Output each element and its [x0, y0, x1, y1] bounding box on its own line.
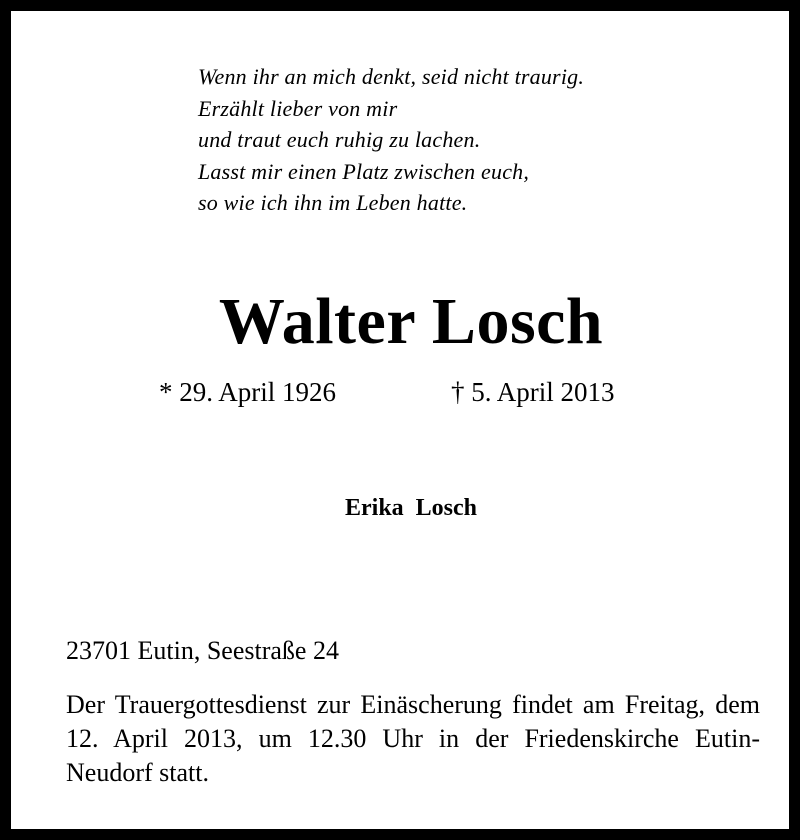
poem-line: so wie ich ihn im Leben hatte.	[198, 190, 468, 215]
poem-line: Lasst mir einen Platz zwischen euch,	[198, 158, 530, 184]
deceased-name: Walter Losch	[218, 285, 604, 358]
mourner-name: Erika Losch	[344, 495, 478, 521]
funeral-service-info: Der Trauergottesdienst zur Einäscherung findet am Freitag, dem 12. April 2013, um 12.30 Uhr in der Friedenskirche Eutin-Neudorf statt.	[66, 690, 760, 787]
poem-line: Wenn ihr an mich denkt, seid nicht traurig.	[198, 64, 585, 89]
birth-date: * 29. April 1926	[159, 377, 337, 407]
poem-line: und traut euch ruhig zu lachen.	[198, 127, 481, 152]
death-date: † 5. April 2013	[451, 377, 615, 407]
address: 23701 Eutin, Seestraße 24	[66, 636, 339, 665]
poem-line: Erzählt lieber von mir	[198, 95, 398, 121]
memorial-poem	[198, 61, 718, 219]
